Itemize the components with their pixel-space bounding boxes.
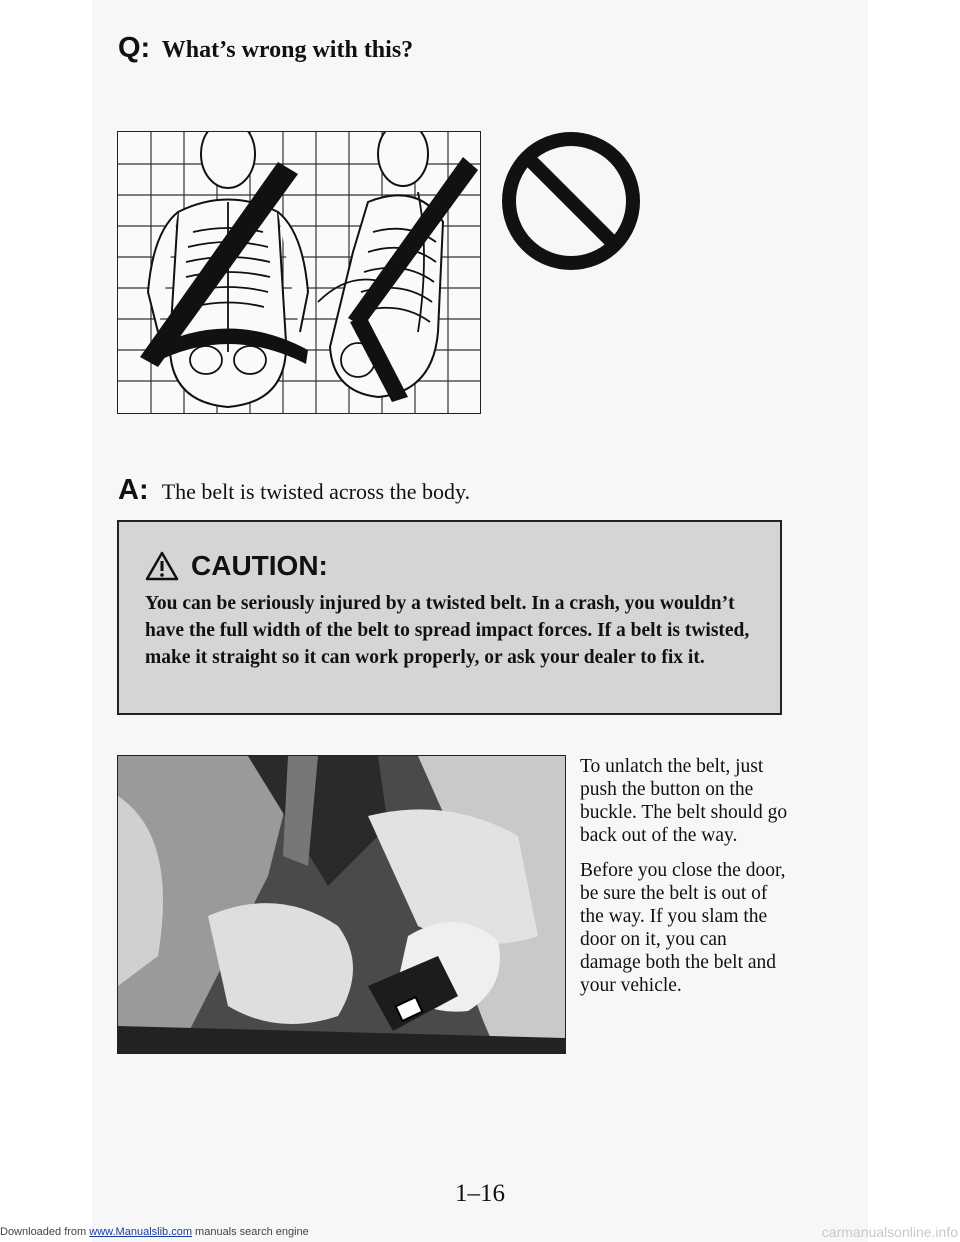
answer-text: The belt is twisted across the body.	[161, 479, 471, 504]
answer-line	[118, 474, 470, 507]
unlatch-instructions	[580, 755, 790, 1009]
page-number: 1–16	[455, 1180, 505, 1207]
unlatch-buckle-photo	[117, 755, 566, 1054]
download-footer	[0, 1226, 309, 1238]
answer-prefix: A:	[118, 474, 149, 506]
caution-title: CAUTION:	[191, 550, 328, 581]
twisted-belt-illustration	[117, 131, 481, 414]
footer-suffix: manuals search engine	[195, 1226, 309, 1238]
caution-heading	[145, 550, 328, 582]
caution-body: You can be seriously injured by a twisted belt. In a crash, you wouldn’t have the full width of the belt to spread impact forces. If a belt is twisted, make it straight so it can work properly, or ask your dealer to fix it.	[145, 593, 750, 668]
prohibition-icon	[500, 130, 642, 272]
question-text: What’s wrong with this?	[161, 37, 414, 63]
watermark: carmanualsonline.info	[821, 1224, 958, 1240]
manualslib-link[interactable]: www.Manualslib.com	[89, 1226, 192, 1238]
caution-box	[117, 520, 782, 715]
footer-prefix: Downloaded from	[0, 1226, 87, 1238]
warning-triangle-icon	[145, 551, 179, 581]
question-line	[118, 32, 413, 65]
question-prefix: Q:	[118, 32, 151, 64]
paragraph-door: Before you close the door, be sure the belt is out of the way. If you slam the door on it, you can damage both the belt and your vehicle.	[580, 860, 786, 996]
paragraph-unlatch: To unlatch the belt, just push the button on the buckle. The belt should go back out of the way.	[580, 756, 788, 846]
